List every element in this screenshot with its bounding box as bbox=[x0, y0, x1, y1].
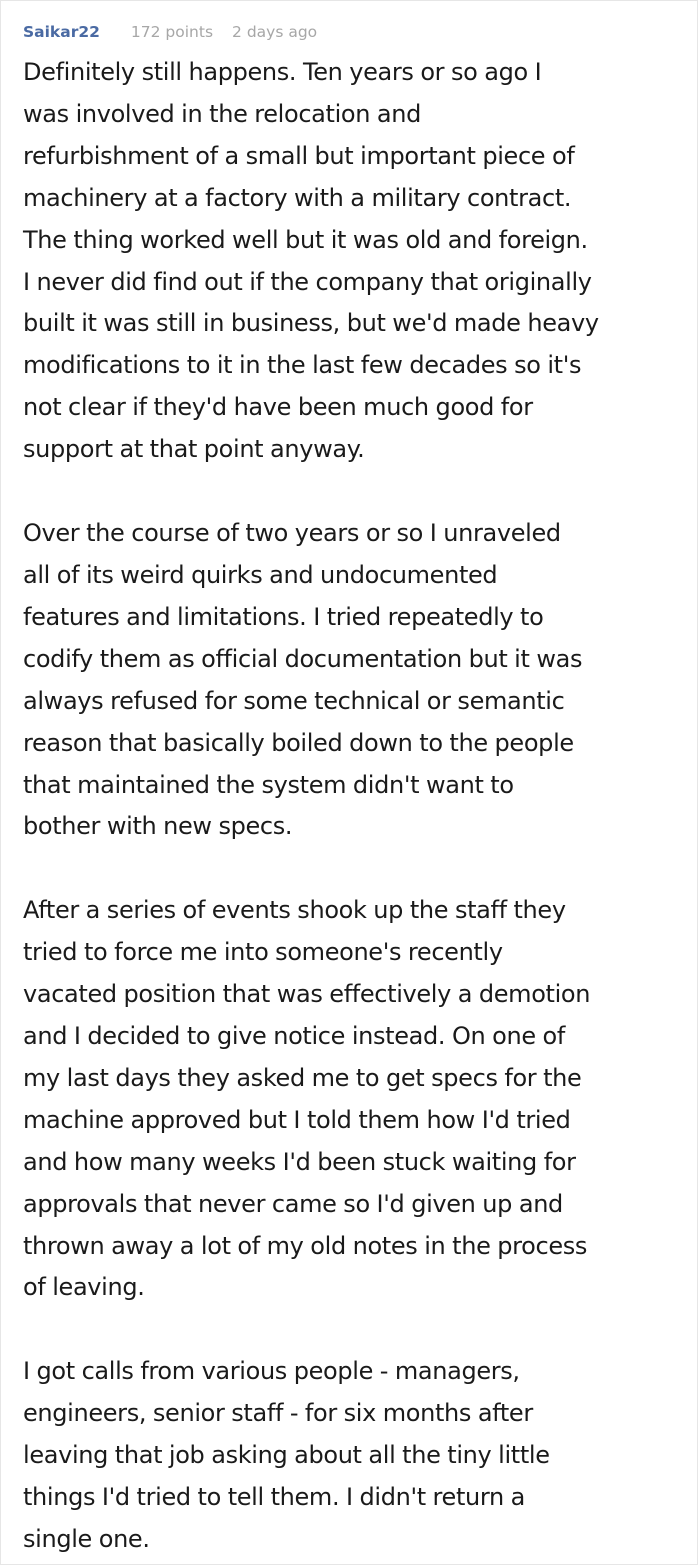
comment-line: I got calls from various people - managers, bbox=[23, 1357, 520, 1386]
comment-body bbox=[23, 52, 691, 1561]
comment-paragraph-1 bbox=[23, 52, 691, 471]
comment-line: my last days they asked me to get specs for the bbox=[23, 1063, 582, 1092]
comment-paragraph-3 bbox=[23, 890, 691, 1309]
comment-line: and I decided to give notice instead. On one of bbox=[23, 1022, 565, 1051]
comment-line: of leaving. bbox=[23, 1273, 145, 1302]
comment-line: thrown away a lot of my old notes in the process bbox=[23, 1231, 588, 1260]
comment-line: modifications to it in the last few decades so it's bbox=[23, 351, 582, 380]
comment-line: always refused for some technical or semantic bbox=[23, 686, 565, 715]
comment-author-link[interactable]: Saikar22 bbox=[23, 23, 100, 41]
comment-line: After a series of events shook up the staff they bbox=[23, 896, 566, 925]
comment-line: The thing worked well but it was old and foreign. bbox=[23, 225, 588, 254]
comment-line: built it was still in business, but we'd made heavy bbox=[23, 309, 599, 338]
comment-line: Over the course of two years or so I unraveled bbox=[23, 519, 561, 548]
comment-line: approvals that never came so I'd given up and bbox=[23, 1189, 563, 1218]
comment-line: reason that basically boiled down to the people bbox=[23, 728, 574, 757]
comment-line: features and limitations. I tried repeatedly to bbox=[23, 602, 544, 631]
comment-line: I never did find out if the company that originally bbox=[23, 267, 592, 296]
comment-line: bother with new specs. bbox=[23, 812, 293, 841]
comment-points: 172 points bbox=[130, 23, 214, 41]
comment-meta bbox=[23, 20, 317, 44]
comment-line: leaving that job asking about all the tiny little bbox=[23, 1441, 550, 1470]
comment-line: machine approved but I told them how I'd tried bbox=[23, 1105, 571, 1134]
comment-line: vacated position that was effectively a demotion bbox=[23, 980, 591, 1009]
comment-line: machinery at a factory with a military contract. bbox=[23, 183, 572, 212]
comment-line: support at that point anyway. bbox=[23, 435, 365, 464]
comment-line: Definitely still happens. Ten years or so ago I bbox=[23, 58, 542, 86]
comment-line: that maintained the system didn't want to bbox=[23, 770, 514, 799]
comment-line: single one. bbox=[23, 1525, 150, 1553]
comment-line: all of its weird quirks and undocumented bbox=[23, 560, 498, 589]
comment-paragraph-4 bbox=[23, 1351, 691, 1561]
comment-timestamp: 2 days ago bbox=[232, 23, 318, 41]
comment-line: tried to force me into someone's recently bbox=[23, 938, 503, 967]
comment-line: and how many weeks I'd been stuck waiting for bbox=[23, 1147, 576, 1176]
comment-line: refurbishment of a small but important piece of bbox=[23, 141, 575, 170]
comment-line: was involved in the relocation and bbox=[23, 99, 421, 128]
comment-line: things I'd tried to tell them. I didn't return a bbox=[23, 1483, 525, 1512]
comment-line: engineers, senior staff - for six months after bbox=[23, 1399, 533, 1428]
comment-line: codify them as official documentation but it was bbox=[23, 644, 583, 673]
comment-paragraph-2 bbox=[23, 513, 691, 848]
comment-line: not clear if they'd have been much good for bbox=[23, 393, 533, 422]
